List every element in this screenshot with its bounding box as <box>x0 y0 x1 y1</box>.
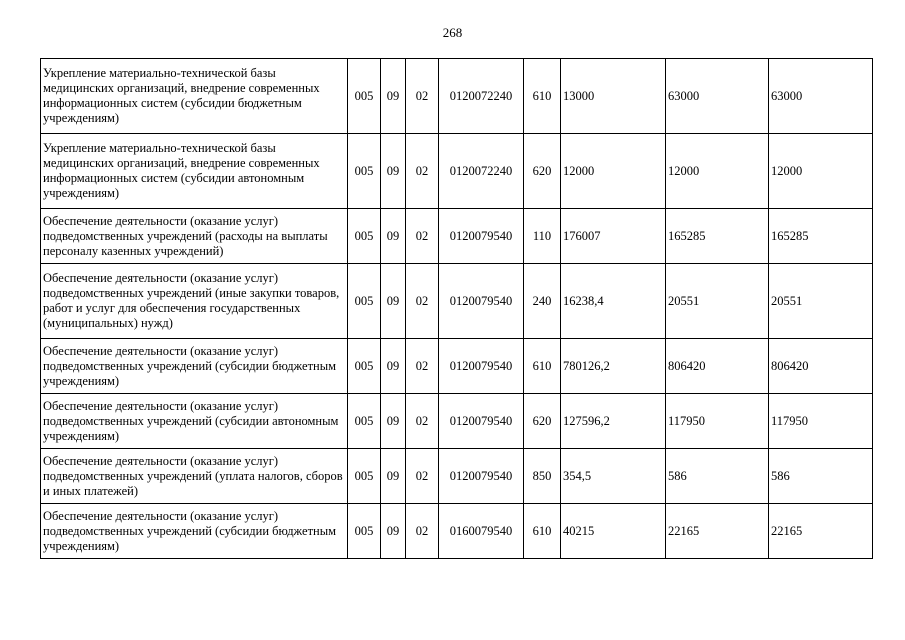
table-row <box>41 394 873 449</box>
section-code: 09 <box>381 339 406 394</box>
table-row <box>41 339 873 394</box>
ministry-code: 005 <box>348 209 381 264</box>
amount-3: 117950 <box>769 394 873 449</box>
row-description: Обеспечение деятельности (оказание услуг) подведомственных учреждений (субсидии бюджетным учреждениям) <box>41 504 348 559</box>
amount-1: 176007 <box>561 209 666 264</box>
subsection-code: 02 <box>406 394 439 449</box>
ministry-code: 005 <box>348 134 381 209</box>
subsection-code: 02 <box>406 339 439 394</box>
target-article-code: 0160079540 <box>439 504 524 559</box>
ministry-code: 005 <box>348 449 381 504</box>
amount-2: 117950 <box>666 394 769 449</box>
row-description: Обеспечение деятельности (оказание услуг) подведомственных учреждений (расходы на выплаты персоналу казенных учреждений) <box>41 209 348 264</box>
expense-type-code: 850 <box>524 449 561 504</box>
amount-2: 20551 <box>666 264 769 339</box>
section-code: 09 <box>381 504 406 559</box>
amount-2: 806420 <box>666 339 769 394</box>
target-article-code: 0120072240 <box>439 59 524 134</box>
row-description: Обеспечение деятельности (оказание услуг) подведомственных учреждений (субсидии бюджетным учреждениям) <box>41 339 348 394</box>
amount-2: 586 <box>666 449 769 504</box>
section-code: 09 <box>381 394 406 449</box>
ministry-code: 005 <box>348 264 381 339</box>
table-row <box>41 59 873 134</box>
amount-2: 22165 <box>666 504 769 559</box>
amount-3: 806420 <box>769 339 873 394</box>
row-description: Обеспечение деятельности (оказание услуг) подведомственных учреждений (иные закупки товаров, работ и услуг для обеспечения государственных (муниципальных) нужд) <box>41 264 348 339</box>
subsection-code: 02 <box>406 264 439 339</box>
table-row <box>41 449 873 504</box>
table-row <box>41 264 873 339</box>
section-code: 09 <box>381 449 406 504</box>
table-row <box>41 134 873 209</box>
target-article-code: 0120079540 <box>439 394 524 449</box>
expense-type-code: 610 <box>524 59 561 134</box>
expense-type-code: 620 <box>524 394 561 449</box>
ministry-code: 005 <box>348 59 381 134</box>
target-article-code: 0120079540 <box>439 264 524 339</box>
target-article-code: 0120079540 <box>439 339 524 394</box>
page-number: 268 <box>442 25 463 40</box>
amount-1: 780126,2 <box>561 339 666 394</box>
expense-type-code: 240 <box>524 264 561 339</box>
row-description: Обеспечение деятельности (оказание услуг) подведомственных учреждений (уплата налогов, сборов и иных платежей) <box>41 449 348 504</box>
amount-1: 127596,2 <box>561 394 666 449</box>
target-article-code: 0120072240 <box>439 134 524 209</box>
amount-1: 12000 <box>561 134 666 209</box>
amount-3: 165285 <box>769 209 873 264</box>
section-code: 09 <box>381 134 406 209</box>
amount-3: 22165 <box>769 504 873 559</box>
expense-type-code: 610 <box>524 339 561 394</box>
row-description: Укрепление материально-технической базы медицинских организаций, внедрение современных информационных систем (субсидии автономным учреждениям) <box>41 134 348 209</box>
table-row <box>41 209 873 264</box>
subsection-code: 02 <box>406 134 439 209</box>
section-code: 09 <box>381 59 406 134</box>
ministry-code: 005 <box>348 394 381 449</box>
table-row <box>41 504 873 559</box>
subsection-code: 02 <box>406 449 439 504</box>
budget-table <box>40 58 873 559</box>
target-article-code: 0120079540 <box>439 449 524 504</box>
amount-3: 586 <box>769 449 873 504</box>
amount-1: 16238,4 <box>561 264 666 339</box>
amount-2: 63000 <box>666 59 769 134</box>
amount-2: 12000 <box>666 134 769 209</box>
amount-3: 12000 <box>769 134 873 209</box>
expense-type-code: 610 <box>524 504 561 559</box>
amount-3: 20551 <box>769 264 873 339</box>
amount-1: 13000 <box>561 59 666 134</box>
amount-3: 63000 <box>769 59 873 134</box>
section-code: 09 <box>381 264 406 339</box>
ministry-code: 005 <box>348 504 381 559</box>
subsection-code: 02 <box>406 59 439 134</box>
subsection-code: 02 <box>406 209 439 264</box>
subsection-code: 02 <box>406 504 439 559</box>
row-description: Обеспечение деятельности (оказание услуг) подведомственных учреждений (субсидии автономным учреждениям) <box>41 394 348 449</box>
ministry-code: 005 <box>348 339 381 394</box>
amount-1: 354,5 <box>561 449 666 504</box>
expense-type-code: 110 <box>524 209 561 264</box>
amount-2: 165285 <box>666 209 769 264</box>
section-code: 09 <box>381 209 406 264</box>
row-description: Укрепление материально-технической базы медицинских организаций, внедрение современных информационных систем (субсидии бюджетным учреждениям) <box>41 59 348 134</box>
amount-1: 40215 <box>561 504 666 559</box>
expense-type-code: 620 <box>524 134 561 209</box>
target-article-code: 0120079540 <box>439 209 524 264</box>
